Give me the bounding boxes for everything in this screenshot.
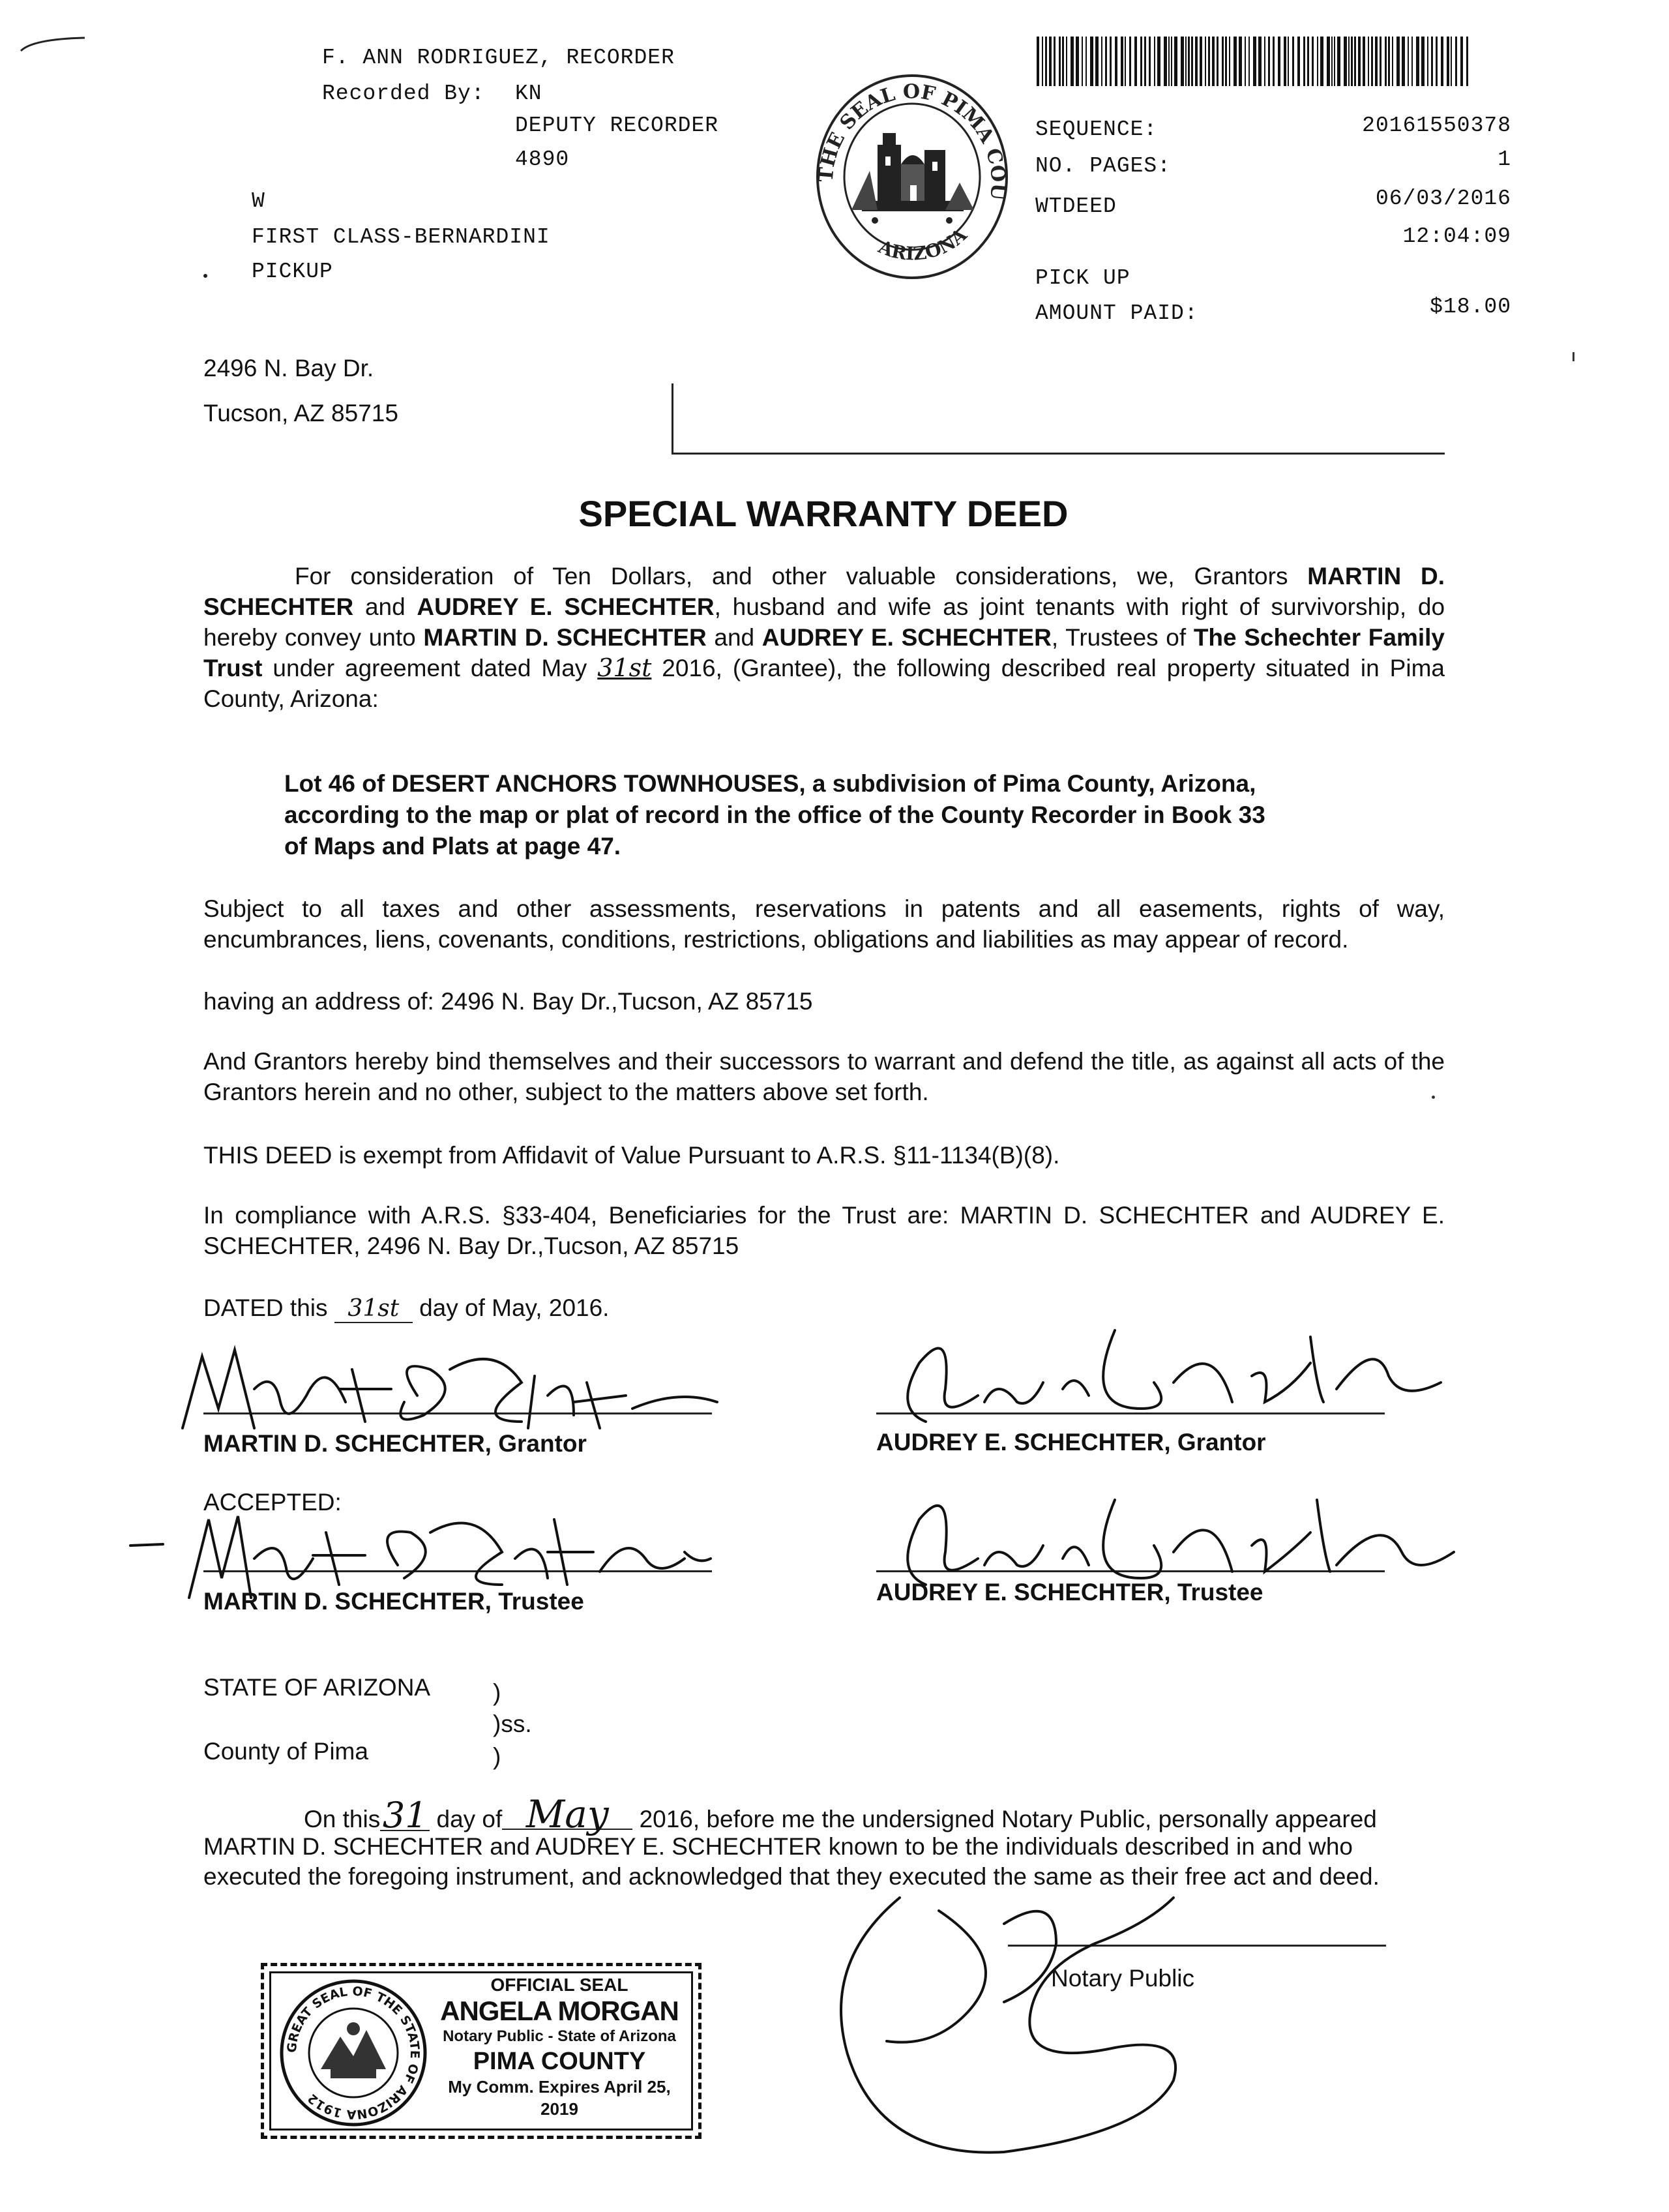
barcode-bar	[1303, 37, 1305, 86]
barcode-bar	[1101, 37, 1102, 86]
notary-stamp	[261, 1963, 702, 2139]
stray-dot	[203, 274, 207, 278]
venue-county: County of Pima	[203, 1738, 368, 1765]
barcode-bar	[1408, 37, 1409, 86]
barcode-bar	[1416, 37, 1419, 86]
address-box-rule	[672, 453, 1445, 455]
address-box-divider	[672, 383, 673, 454]
grantor-2: AUDREY E. SCHECHTER	[417, 593, 715, 620]
barcode-bar	[1284, 37, 1286, 86]
state-seal-emblem-icon	[321, 2022, 386, 2078]
dated-handwritten-day: 31st	[334, 1296, 413, 1323]
barcode-bar	[1380, 37, 1381, 86]
mail-code: W	[252, 189, 265, 213]
barcode-bar	[1363, 37, 1365, 86]
scan-corner-mark	[20, 31, 91, 57]
barcode-bar	[1239, 37, 1242, 86]
recorded-by-label: Recorded By:	[322, 82, 485, 106]
barcode-bar	[1451, 37, 1452, 86]
barcode-bar	[1121, 37, 1123, 86]
venue-paren-1: )	[493, 1679, 501, 1706]
acknowledgment-line-2: MARTIN D. SCHECHTER and AUDREY E. SCHECHTER known to be the individuals described in and who	[203, 1833, 1353, 1860]
barcode-bar	[1348, 37, 1350, 86]
pages-value: 1	[1498, 147, 1511, 172]
barcode-bar	[1351, 37, 1353, 86]
barcode-bar	[1229, 37, 1230, 86]
dated-line	[203, 1293, 609, 1323]
accepted-label: ACCEPTED:	[203, 1489, 342, 1516]
barcode-bar	[1334, 37, 1335, 86]
stamp-title: OFFICIAL SEAL	[490, 1975, 628, 1995]
barcode-bar	[1066, 37, 1067, 86]
deputy-recorder: DEPUTY RECORDER	[515, 113, 719, 138]
signature-audrey-grantor	[867, 1311, 1454, 1435]
ack-handwritten-month: May	[502, 1800, 632, 1830]
barcode-bar	[1154, 37, 1155, 86]
grantor-2-name: AUDREY E. SCHECHTER, Grantor	[876, 1429, 1266, 1456]
barcode-bar	[1392, 37, 1393, 86]
barcode-bar	[1200, 37, 1202, 86]
barcode-bar	[1086, 37, 1087, 86]
barcode-bar	[1436, 37, 1438, 86]
barcode-bar	[1164, 37, 1167, 86]
barcode-bar	[1110, 37, 1112, 86]
barcode-bar	[1222, 37, 1224, 86]
barcode-bar	[1288, 37, 1289, 86]
barcode-bar	[1375, 37, 1378, 86]
stamp-county: PIMA COUNTY	[473, 2048, 646, 2075]
barcode-bar	[1273, 37, 1275, 86]
barcode-bar	[1188, 37, 1190, 86]
grantor-1: MARTIN D. SCHECHTER	[203, 563, 1445, 620]
barcode-bar	[1171, 37, 1172, 86]
barcode-bar	[1427, 37, 1428, 86]
amount-paid-value: $18.00	[1430, 295, 1511, 319]
trustee-2-name: AUDREY E. SCHECHTER, Trustee	[876, 1579, 1263, 1606]
barcode-bar	[1388, 37, 1390, 86]
dated-suffix: day of May, 2016.	[419, 1294, 610, 1321]
stamp-notary-role: Notary Public - State of Arizona	[443, 2027, 676, 2045]
stamp-notary-name: ANGELA MORGAN	[440, 1995, 679, 2026]
delivery-method: FIRST CLASS-BERNARDINI	[252, 225, 550, 249]
sequence-value: 20161550378	[1362, 113, 1511, 138]
amount-paid-label: AMOUNT PAID:	[1035, 301, 1198, 325]
barcode-bar	[1292, 37, 1294, 86]
sequence-label: SEQUENCE:	[1035, 117, 1158, 142]
barcode-bar	[1421, 37, 1425, 86]
barcode-bar	[1045, 37, 1047, 86]
handwritten-agreement-day: 31st	[597, 653, 652, 682]
acknowledgment-line-1: On this31 day of May 2016, before me the undersigned Notary Public, personally appeared	[304, 1792, 1377, 1836]
barcode-bar	[1129, 37, 1131, 86]
notary-public-label: Notary Public	[1051, 1965, 1195, 1992]
barcode-bar	[1062, 37, 1064, 86]
warranty-paragraph: And Grantors hereby bind themselves and their successors to warrant and defend the title, as against all acts of the Grantors herein and no other, subject to the matters above set forth.	[203, 1048, 1445, 1105]
barcode-bar	[1344, 37, 1347, 86]
barcode-bar	[1371, 37, 1373, 86]
barcode-bar	[1042, 37, 1043, 86]
ack-handwritten-day: 31	[380, 1801, 430, 1831]
grantor-1-name: MARTIN D. SCHECHTER, Grantor	[203, 1430, 587, 1457]
barcode-bar	[1191, 37, 1193, 86]
legal-description: Lot 46 of DESERT ANCHORS TOWNHOUSES, a subdivision of Pima County, Arizona, according to the map or plat of record in the office of the County Recorder in Book 33 of Maps and Plats at page 47.	[284, 770, 1265, 859]
barcode-bar	[1327, 37, 1330, 86]
barcode-bar	[1411, 37, 1413, 86]
dated-prefix: DATED this	[203, 1294, 328, 1321]
barcode-bar	[1307, 37, 1309, 86]
barcode-bar	[1090, 37, 1093, 86]
barcode-bar	[1082, 37, 1083, 86]
barcode-bar	[1385, 37, 1387, 86]
trustee-1-name: MARTIN D. SCHECHTER, Trustee	[203, 1588, 584, 1615]
subject-to-paragraph: Subject to all taxes and other assessments, reservations in patents and all easements, rights of way, encumbrances, liens, covenants, conditions, restrictions, obligations and liabilities as may appear of record.	[203, 895, 1445, 953]
barcode	[1035, 37, 1472, 86]
barcode-bar	[1320, 37, 1323, 86]
mission-church-icon	[851, 133, 974, 211]
svg-text:ARIZONA	[875, 224, 971, 265]
recorded-date: 06/03/2016	[1375, 187, 1511, 211]
recorded-by-value: KN	[515, 82, 542, 106]
barcode-bar	[1095, 37, 1099, 86]
venue-ss: )ss.	[493, 1711, 532, 1737]
barcode-bar	[1447, 37, 1449, 86]
barcode-bar	[1248, 37, 1250, 86]
page-title: SPECIAL WARRANTY DEED	[578, 493, 1069, 534]
barcode-bar	[1368, 37, 1369, 86]
barcode-bar	[1312, 37, 1314, 86]
barcode-bar	[1466, 37, 1468, 86]
barcode-bar	[1268, 37, 1270, 86]
barcode-bar	[1441, 37, 1443, 86]
trust-name: The Schechter Family Trust	[203, 624, 1445, 681]
barcode-bar	[1054, 37, 1056, 86]
svg-text:GREAT SEAL OF THE STATE OF ARI	[285, 1984, 422, 2121]
barcode-bar	[1455, 37, 1457, 86]
barcode-bar	[1358, 37, 1361, 86]
barcode-bar	[1149, 37, 1151, 86]
barcode-bar	[1134, 37, 1137, 86]
seal-text-bottom: ARIZONA	[875, 224, 971, 265]
barcode-bar	[1331, 37, 1333, 86]
barcode-bar	[1076, 37, 1079, 86]
barcode-bar	[1253, 37, 1256, 86]
barcode-bar	[1157, 37, 1160, 86]
barcode-bar	[1140, 37, 1142, 86]
return-address-line1-cutoff: 2496 N. Bay Dr.	[203, 355, 374, 381]
barcode-bar	[1297, 37, 1300, 86]
barcode-bar	[1258, 37, 1262, 86]
stray-dot-2	[1432, 1096, 1435, 1099]
barcode-bar	[1431, 37, 1433, 86]
barcode-bar	[1195, 37, 1198, 86]
barcode-bar	[1174, 37, 1177, 86]
barcode-bar	[1205, 37, 1206, 86]
barcode-bar	[1185, 37, 1187, 86]
barcode-bar	[1245, 37, 1246, 86]
notary-signature	[808, 1885, 1252, 2172]
barcode-bar	[1337, 37, 1340, 86]
pickup-status: PICK UP	[1035, 266, 1130, 290]
barcode-bar	[1125, 37, 1126, 86]
venue-paren-3: )	[493, 1743, 501, 1770]
pima-county-seal	[815, 73, 1009, 280]
barcode-bar	[1264, 37, 1265, 86]
barcode-bar	[1105, 37, 1107, 86]
barcode-bar	[1278, 37, 1280, 86]
signature-martin-grantor	[156, 1330, 730, 1435]
barcode-bar	[1144, 37, 1146, 86]
recorded-time: 12:04:09	[1402, 224, 1511, 248]
document-type: WTDEED	[1035, 194, 1117, 218]
stray-mark	[1573, 352, 1574, 361]
deputy-number: 4890	[515, 147, 570, 172]
barcode-bar	[1071, 37, 1074, 86]
barcode-bar	[1233, 37, 1237, 86]
property-address: having an address of: 2496 N. Bay Dr.,Tucson, AZ 85715	[203, 988, 813, 1015]
barcode-bar	[1037, 37, 1039, 86]
arizona-state-seal	[278, 1978, 428, 2128]
barcode-bar	[1168, 37, 1170, 86]
barcode-bar	[1354, 37, 1356, 86]
barcode-bar	[1402, 37, 1405, 86]
pickup-label: PICKUP	[252, 260, 333, 284]
barcode-bar	[1317, 37, 1318, 86]
exemption-statement: THIS DEED is exempt from Affidavit of Value Pursuant to A.R.S. §11-1134(B)(8).	[203, 1142, 1060, 1169]
state-seal-ring-text: GREAT SEAL OF THE STATE OF ARIZONA 1912	[284, 1984, 422, 2122]
beneficiaries-paragraph: In compliance with A.R.S. §33-404, Beneficiaries for the Trust are: MARTIN D. SCHECHTER and AUDREY E. SCHECHTER, 2496 N. Bay Dr.,Tucson, AZ 85715	[203, 1202, 1445, 1259]
barcode-bar	[1225, 37, 1227, 86]
acknowledgment-line-3: executed the foregoing instrument, and acknowledged that they executed the same as their free act and deed.	[203, 1863, 1380, 1890]
barcode-bar	[1396, 37, 1400, 86]
grantee-1: MARTIN D. SCHECHTER	[423, 624, 707, 651]
return-address-city: Tucson, AZ 85715	[203, 400, 398, 426]
barcode-bar	[1181, 37, 1184, 86]
barcode-bar	[1059, 37, 1061, 86]
barcode-bar	[1049, 37, 1052, 86]
barcode-bar	[1208, 37, 1210, 86]
seal-text-top: THE SEAL OF PIMA COU	[815, 80, 1009, 202]
venue-state: STATE OF ARIZONA	[203, 1674, 431, 1701]
recorder-name: F. ANN RODRIGUEZ, RECORDER	[322, 46, 675, 70]
barcode-bar	[1115, 37, 1117, 86]
consideration-paragraph: For consideration of Ten Dollars, and other valuable considerations, we, Grantors MARTIN D. SCHECHTER and AUDREY E. SCHECHTER, husband and wife as joint tenants with right of survivorship, do hereby convey unto MARTIN D. SCHECHTER and AUDREY E. SCHECHTER, Trustees of The Schechter Family Trust under agreement dated May 31st 2016, (Grantee), the following described real property situated in Pima County, Arizona:	[203, 563, 1445, 712]
pages-label: NO. PAGES:	[1035, 154, 1172, 178]
barcode-bar	[1460, 37, 1463, 86]
grantee-2: AUDREY E. SCHECHTER	[761, 624, 1052, 651]
barcode-bar	[1217, 37, 1219, 86]
stamp-expiration: My Comm. Expires April 25, 2019	[448, 2077, 671, 2119]
barcode-bar	[1212, 37, 1215, 86]
